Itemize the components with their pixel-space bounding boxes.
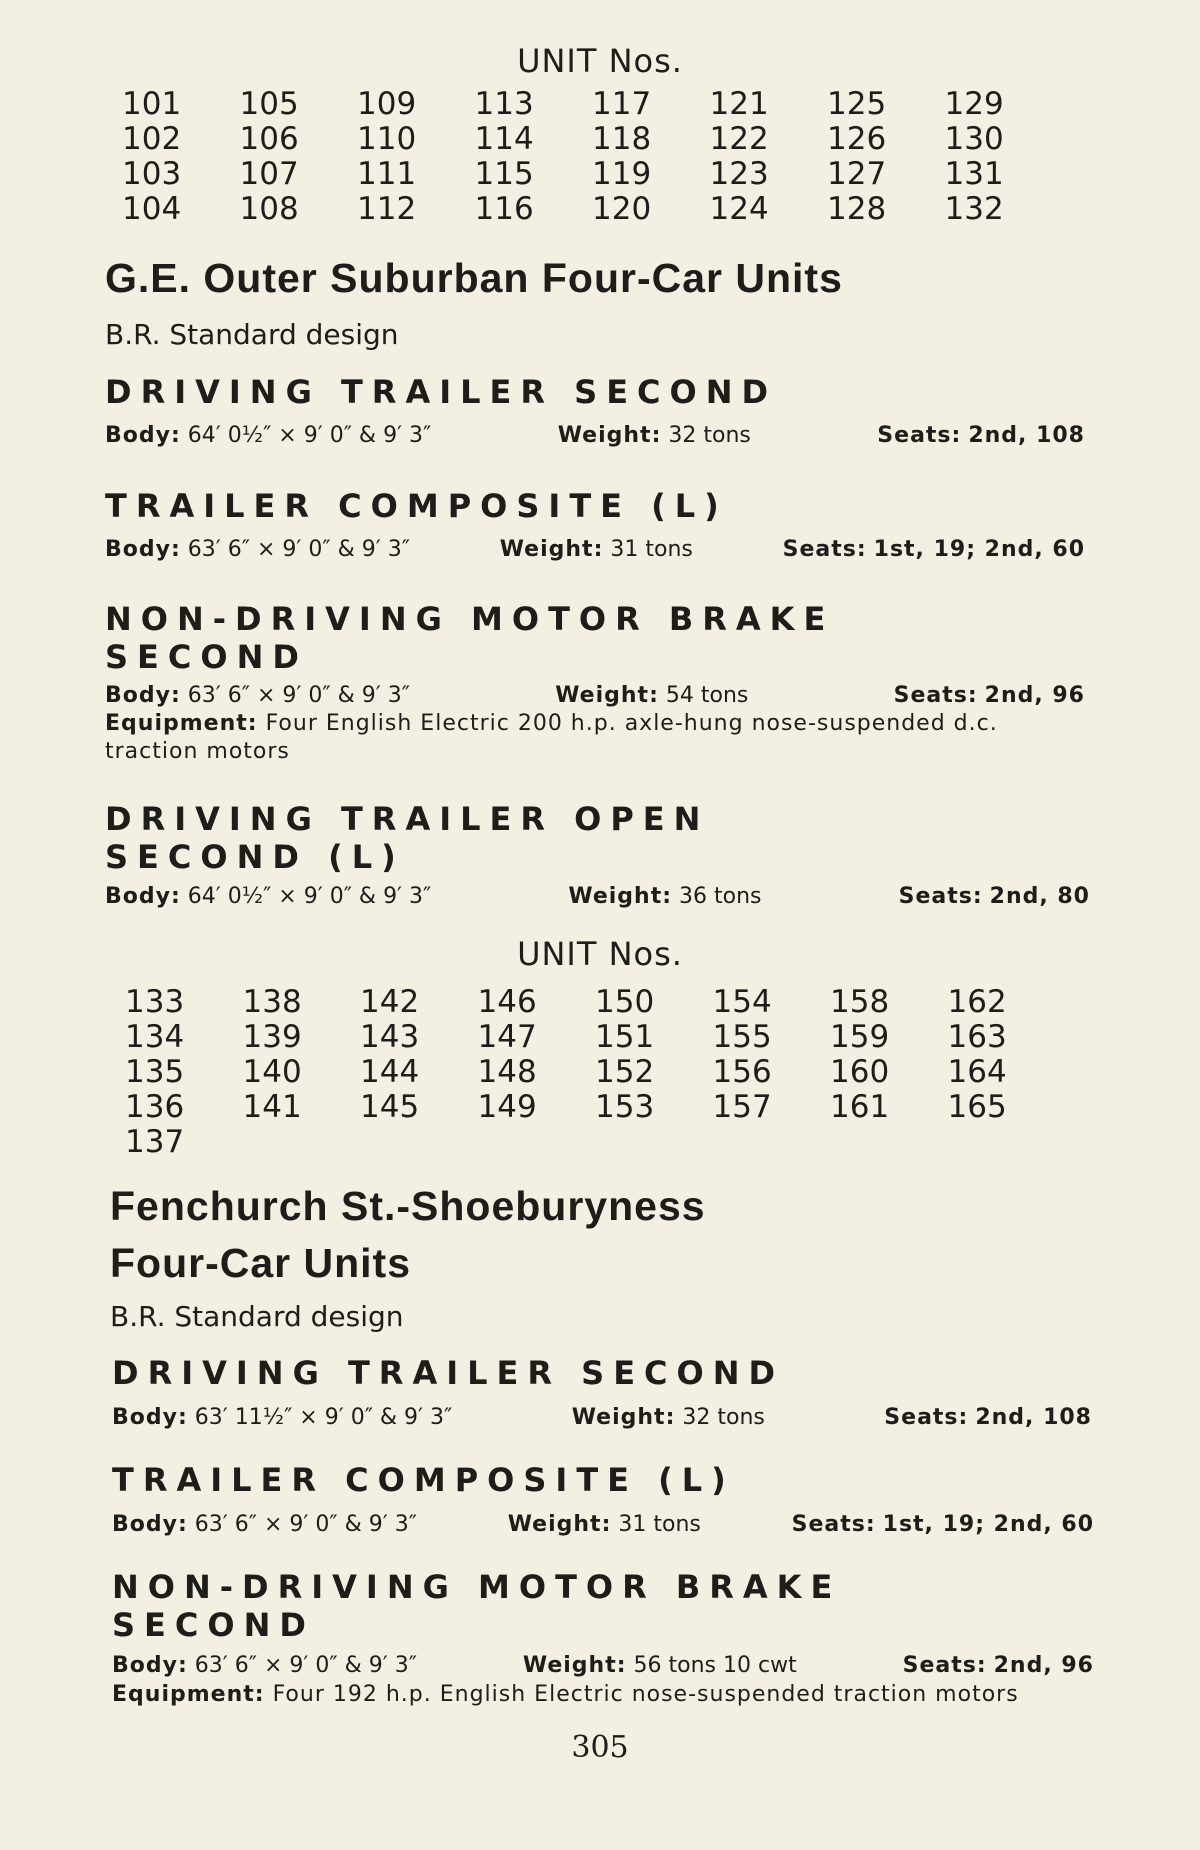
vehicle-heading: DRIVING TRAILER SECOND: [105, 373, 778, 411]
unit-number: 124: [709, 191, 769, 227]
unit-numbers-grid: [125, 985, 1065, 1160]
section-heading: Fenchurch St.-Shoeburyness: [110, 1183, 706, 1229]
unit-number: 135: [125, 1054, 185, 1090]
unit-number: 139: [242, 1019, 302, 1055]
unit-number: 162: [947, 984, 1007, 1020]
unit-number: 121: [709, 86, 769, 122]
unit-column: [475, 87, 593, 227]
unit-column: [710, 87, 828, 227]
seats: Seats: 2nd, 96: [902, 1653, 1094, 1678]
vehicle-spec-row: [105, 423, 1085, 448]
unit-number: 153: [595, 1089, 655, 1125]
unit-number: 157: [712, 1089, 772, 1125]
unit-column: [360, 985, 478, 1160]
unit-number: 147: [477, 1019, 537, 1055]
unit-number: 156: [712, 1054, 772, 1090]
unit-number: 114: [474, 121, 534, 157]
unit-numbers-caption: UNIT Nos.: [517, 42, 683, 80]
unit-number: 110: [357, 121, 417, 157]
unit-number: 103: [122, 156, 182, 192]
vehicle-heading: TRAILER COMPOSITE (L): [105, 487, 728, 525]
unit-number: 120: [592, 191, 652, 227]
vehicle-heading-line: DRIVING TRAILER OPEN: [105, 800, 710, 838]
body-dimensions: Body: 63′ 6″ × 9′ 0″ & 9′ 3″: [105, 537, 410, 562]
body-dimensions: Body: 63′ 6″ × 9′ 0″ & 9′ 3″: [112, 1653, 417, 1678]
unit-column: [125, 985, 243, 1160]
vehicle-heading: TRAILER COMPOSITE (L): [112, 1461, 735, 1499]
unit-number: 137: [125, 1124, 185, 1160]
seats: Seats: 2nd, 96: [893, 683, 1085, 708]
unit-number: 118: [592, 121, 652, 157]
vehicle-heading-line: NON-DRIVING MOTOR BRAKE: [112, 1568, 842, 1606]
unit-number: 138: [242, 984, 302, 1020]
unit-number: 130: [944, 121, 1004, 157]
unit-number: 105: [239, 86, 299, 122]
unit-number: 146: [477, 984, 537, 1020]
vehicle-heading-line: SECOND (L): [105, 838, 405, 876]
unit-number: 125: [827, 86, 887, 122]
weight: Weight: 36 tons: [568, 884, 762, 909]
unit-number: 123: [709, 156, 769, 192]
unit-number: 149: [477, 1089, 537, 1125]
weight: Weight: 32 tons: [571, 1405, 765, 1430]
seats: Seats: 1st, 19; 2nd, 60: [782, 537, 1085, 562]
weight: Weight: 54 tons: [555, 683, 749, 708]
vehicle-spec-row: [105, 884, 1090, 909]
section-heading: Four-Car Units: [110, 1240, 411, 1286]
unit-number: 107: [239, 156, 299, 192]
unit-number: 140: [242, 1054, 302, 1090]
unit-number: 116: [474, 191, 534, 227]
weight: Weight: 31 tons: [499, 537, 693, 562]
unit-number: 161: [830, 1089, 890, 1125]
unit-number: 111: [357, 156, 417, 192]
vehicle-spec-row: [105, 683, 1085, 708]
unit-column: [478, 985, 596, 1160]
unit-column: [713, 985, 831, 1160]
unit-number: 152: [595, 1054, 655, 1090]
unit-number: 129: [944, 86, 1004, 122]
body-dimensions: Body: 64′ 0½″ × 9′ 0″ & 9′ 3″: [105, 423, 432, 448]
unit-number: 134: [125, 1019, 185, 1055]
weight: Weight: 32 tons: [557, 423, 751, 448]
vehicle-spec-row: [112, 1405, 1092, 1430]
unit-number: 127: [827, 156, 887, 192]
vehicle-heading: [105, 600, 834, 676]
unit-number: 133: [125, 984, 185, 1020]
unit-number: 112: [357, 191, 417, 227]
unit-number: 104: [122, 191, 182, 227]
unit-number: 151: [595, 1019, 655, 1055]
vehicle-heading-line: SECOND: [105, 638, 308, 676]
vehicle-heading-line: SECOND: [112, 1606, 315, 1644]
unit-number: 117: [592, 86, 652, 122]
vehicle-heading: DRIVING TRAILER SECOND: [112, 1354, 785, 1392]
unit-number: 132: [944, 191, 1004, 227]
unit-number: 158: [830, 984, 890, 1020]
unit-column: [830, 985, 948, 1160]
unit-number: 159: [830, 1019, 890, 1055]
body-dimensions: Body: 63′ 11½″ × 9′ 0″ & 9′ 3″: [112, 1405, 453, 1430]
seats: Seats: 2nd, 108: [884, 1405, 1092, 1430]
unit-column: [357, 87, 475, 227]
weight: Weight: 56 tons 10 cwt: [522, 1653, 797, 1678]
unit-number: 145: [360, 1089, 420, 1125]
vehicle-spec-row: [112, 1653, 1094, 1678]
unit-number: 142: [360, 984, 420, 1020]
unit-number: 131: [944, 156, 1004, 192]
unit-number: 109: [357, 86, 417, 122]
unit-number: 108: [239, 191, 299, 227]
unit-number: 154: [712, 984, 772, 1020]
equipment-text: Equipment: Four 192 h.p. English Electric nose-suspended traction motors: [112, 1682, 1019, 1707]
unit-number: 163: [947, 1019, 1007, 1055]
unit-column: [595, 985, 713, 1160]
seats: Seats: 2nd, 108: [877, 423, 1085, 448]
unit-number: 143: [360, 1019, 420, 1055]
body-dimensions: Body: 63′ 6″ × 9′ 0″ & 9′ 3″: [105, 683, 410, 708]
vehicle-spec-row: [105, 537, 1085, 562]
unit-column: [948, 985, 1066, 1160]
unit-number: 144: [360, 1054, 420, 1090]
unit-number: 106: [239, 121, 299, 157]
unit-number: 136: [125, 1089, 185, 1125]
section-subtitle: B.R. Standard design: [110, 1300, 404, 1333]
section-subtitle: B.R. Standard design: [105, 318, 399, 351]
unit-column: [592, 87, 710, 227]
weight: Weight: 31 tons: [507, 1512, 701, 1537]
unit-numbers-grid: [122, 87, 1062, 227]
section-heading: G.E. Outer Suburban Four-Car Units: [105, 255, 843, 301]
unit-number: 150: [595, 984, 655, 1020]
unit-number: 155: [712, 1019, 772, 1055]
unit-number: 164: [947, 1054, 1007, 1090]
vehicle-heading: [112, 1568, 841, 1644]
vehicle-heading-line: NON-DRIVING MOTOR BRAKE: [105, 600, 835, 638]
body-dimensions: Body: 63′ 6″ × 9′ 0″ & 9′ 3″: [112, 1512, 417, 1537]
unit-number: 126: [827, 121, 887, 157]
unit-numbers-caption: UNIT Nos.: [517, 935, 683, 973]
page-number: 305: [571, 1730, 629, 1765]
seats: Seats: 1st, 19; 2nd, 60: [791, 1512, 1094, 1537]
unit-column: [240, 87, 358, 227]
unit-number: 128: [827, 191, 887, 227]
unit-number: 113: [474, 86, 534, 122]
vehicle-spec-row: [112, 1512, 1094, 1537]
equipment-text: Equipment: Four English Electric 200 h.p. axle-hung nose-suspended d.c. traction motors: [105, 711, 998, 764]
unit-number: 119: [592, 156, 652, 192]
unit-number: 160: [830, 1054, 890, 1090]
unit-number: 148: [477, 1054, 537, 1090]
unit-column: [243, 985, 361, 1160]
unit-column: [122, 87, 240, 227]
seats: Seats: 2nd, 80: [898, 884, 1090, 909]
unit-number: 141: [242, 1089, 302, 1125]
unit-number: 102: [122, 121, 182, 157]
unit-number: 115: [474, 156, 534, 192]
unit-column: [827, 87, 945, 227]
unit-column: [945, 87, 1063, 227]
unit-number: 101: [122, 86, 182, 122]
unit-number: 122: [709, 121, 769, 157]
unit-number: 165: [947, 1089, 1007, 1125]
vehicle-heading: [105, 800, 709, 876]
body-dimensions: Body: 64′ 0½″ × 9′ 0″ & 9′ 3″: [105, 884, 432, 909]
